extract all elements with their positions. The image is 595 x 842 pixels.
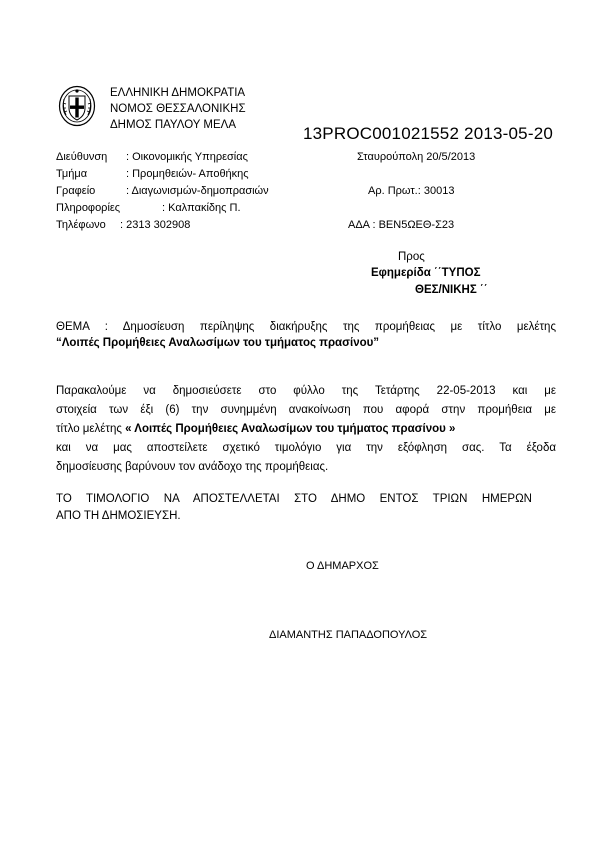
body-line-5: δημοσίευσης βαρύνουν τον ανάδοχο της προμήθειας. [56, 461, 329, 473]
info-office-label: Γραφείο [56, 185, 96, 197]
recipient-line-1: Εφημερίδα ΄΄ΤΥΠΟΣ [371, 267, 481, 279]
invoice-notice-line-1: ΤΟ ΤΙΜΟΛΟΓΙΟ ΝΑ ΑΠΟΣΤΕΛΛΕΤΑΙ ΣΤΟ ΔΗΜΟ ΕΝΤΟΣ ΤΡΙΩΝ ΗΜΕΡΩΝ [56, 493, 532, 505]
info-office-value: : Διαγωνισμών-δημοπρασιών [126, 185, 269, 197]
info-direction-label: Διεύθυνση [56, 151, 108, 163]
signature-name: ΔΙΑΜΑΝΤΗΣ ΠΑΠΑΔΟΠΟΥΛΟΣ [269, 629, 428, 641]
info-contact-value: : Καλπακίδης Π. [162, 202, 241, 214]
ada-code: ΑΔΑ : ΒΕΝ5ΩΕΘ-Σ23 [348, 219, 455, 231]
info-phone-label: Τηλέφωνο [56, 219, 106, 231]
body-line-4: και να μας αποστείλετε σχετικό τιμολόγιο για την εξόφληση σας. Τα έξοδα [56, 442, 556, 454]
greek-coat-of-arms-icon [58, 85, 96, 127]
header-line-prefecture: ΝΟΜΟΣ ΘΕΣΣΑΛΟΝΙΚΗΣ [110, 103, 246, 115]
info-contact [56, 202, 241, 215]
info-direction [56, 151, 248, 164]
info-department-value: : Προμηθειών- Αποθήκης [126, 168, 249, 180]
info-department [56, 168, 249, 181]
body-line-2: στοιχεία των έξι (6) την συνημμένη ανακοίνωση που αφορά στην προμήθεια με [56, 404, 556, 416]
subject-line: ΘΕΜΑ : Δημοσίευση περίληψης διακήρυξης της προμήθειας με τίτλο μελέτης [56, 321, 556, 333]
body-line-3-title: « Λοιπές Προμήθειες Αναλωσίμων του τμήματος πρασίνου » [125, 423, 456, 435]
info-phone-value: : 2313 302908 [120, 219, 191, 231]
info-department-label: Τμήμα [56, 168, 88, 180]
header-line-country: ΕΛΛΗΝΙΚΗ ΔΗΜΟΚΡΑΤΙΑ [110, 87, 246, 99]
info-contact-label: Πληροφορίες [56, 202, 121, 214]
info-phone [56, 219, 190, 232]
body-line-1: Παρακαλούμε να δημοσιεύσετε στο φύλλο της Τετάρτης 22-05-2013 και με [56, 385, 556, 397]
subject-title: “Λοιπές Προμήθειες Αναλωσίμων του τμήματος πρασίνου” [56, 337, 380, 349]
body-line-3-prefix: τίτλο μελέτης [56, 423, 122, 435]
protocol-reference: Αρ. Πρωτ.: 30013 [368, 185, 455, 197]
body-line-3 [56, 422, 455, 438]
recipient-line-2: ΘΕΣ/ΝΙΚΗΣ ΄΄ [415, 284, 488, 296]
info-office [56, 185, 269, 198]
header-line-municipality: ΔΗΜΟΣ ΠΑΥΛΟΥ ΜΕΛΑ [110, 119, 237, 131]
info-direction-value: : Οικονομικής Υπηρεσίας [126, 151, 248, 163]
place-date: Σταυρούπολη 20/5/2013 [357, 151, 476, 163]
protocol-number: 13PROC001021552 2013-05-20 [303, 124, 553, 143]
recipient-label: Προς [398, 251, 425, 263]
signature-title: Ο ΔΗΜΑΡΧΟΣ [306, 560, 379, 572]
invoice-notice-line-2: ΑΠΟ ΤΗ ΔΗΜΟΣΙΕΥΣΗ. [56, 510, 181, 522]
